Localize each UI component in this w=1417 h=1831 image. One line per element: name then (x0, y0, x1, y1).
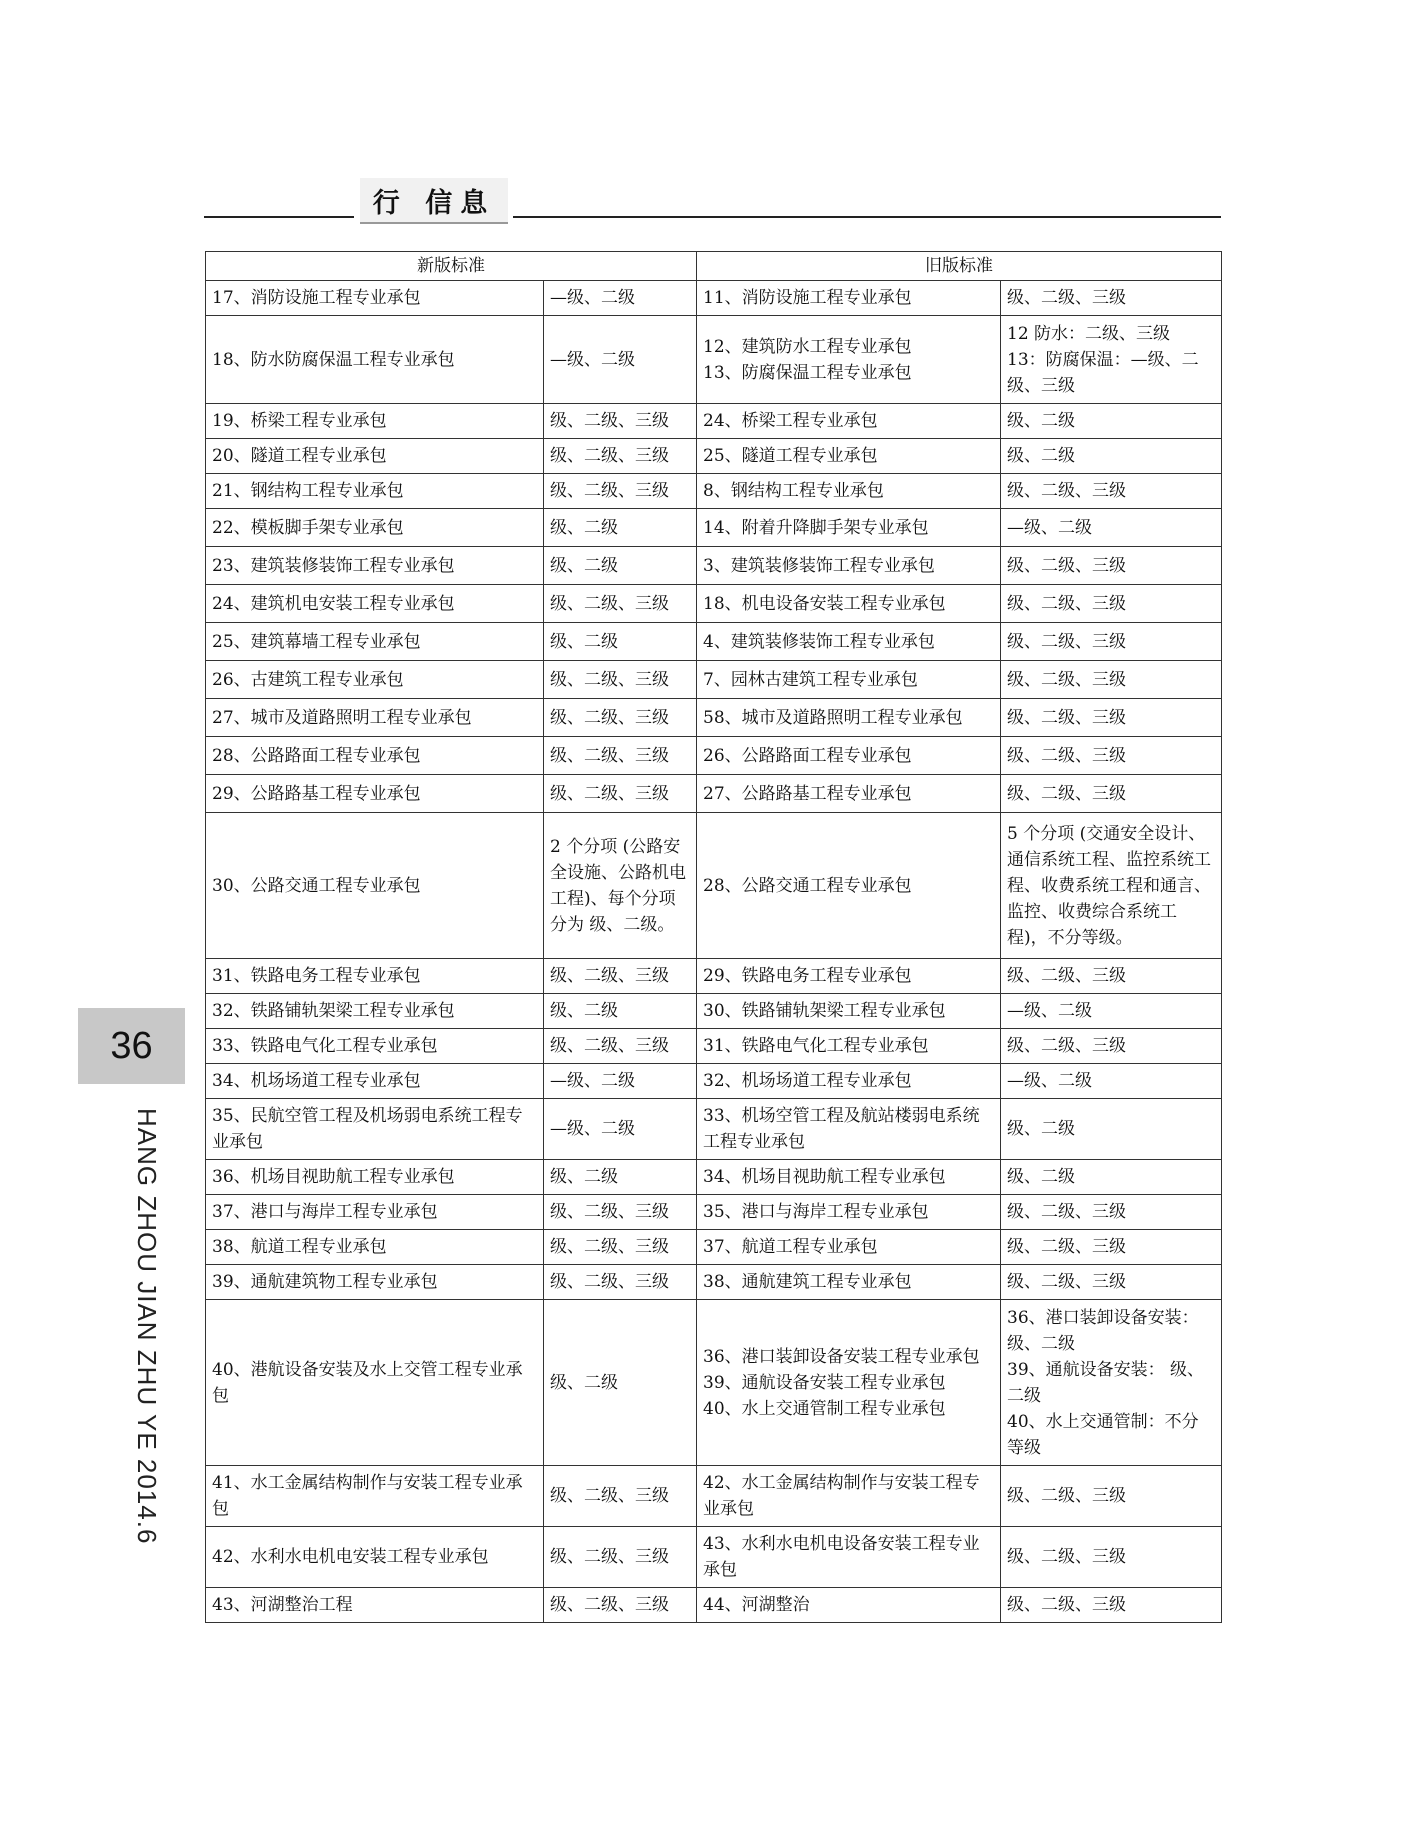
old-level-cell: 级、二级、三级 (1001, 699, 1222, 737)
old-name-cell: 30、铁路铺轨架梁工程专业承包 (697, 994, 1001, 1029)
old-name-cell: 44、河湖整治 (697, 1588, 1001, 1623)
new-name-cell: 32、铁路铺轨架梁工程专业承包 (206, 994, 544, 1029)
old-standard-header: 旧版标准 (697, 252, 1222, 281)
new-level-cell: 级、二级、三级 (544, 1466, 697, 1527)
old-level-cell: 级、二级、三级 (1001, 737, 1222, 775)
old-level-cell: 级、二级、三级 (1001, 1527, 1222, 1588)
old-level-cell: 级、二级、三级 (1001, 959, 1222, 994)
old-name-cell: 24、桥梁工程专业承包 (697, 404, 1001, 439)
old-name-cell: 34、机场目视助航工程专业承包 (697, 1160, 1001, 1195)
table-row (206, 439, 1222, 474)
new-level-cell: —级、二级 (544, 281, 697, 316)
old-level-cell: 级、二级、三级 (1001, 1265, 1222, 1300)
old-name-cell: 33、机场空管工程及航站楼弱电系统工程专业承包 (697, 1099, 1001, 1160)
new-level-cell: 级、二级、三级 (544, 775, 697, 813)
new-name-cell: 42、水利水电机电安装工程专业承包 (206, 1527, 544, 1588)
new-level-cell: 级、二级、三级 (544, 737, 697, 775)
new-level-cell: 级、二级 (544, 1300, 697, 1466)
new-name-cell: 43、河湖整治工程 (206, 1588, 544, 1623)
old-level-cell: 级、二级、三级 (1001, 547, 1222, 585)
old-name-cell: 37、航道工程专业承包 (697, 1230, 1001, 1265)
old-level-cell: 级、二级、三级 (1001, 281, 1222, 316)
new-level-cell: 级、二级、三级 (544, 1230, 697, 1265)
old-name-cell: 32、机场场道工程专业承包 (697, 1064, 1001, 1099)
new-level-cell: 2 个分项 (公路安全设施、公路机电工程)、每个分项分为 级、二级。 (544, 813, 697, 959)
section-title-box (360, 178, 508, 222)
header-rule-left (204, 216, 354, 218)
new-name-cell: 38、航道工程专业承包 (206, 1230, 544, 1265)
old-level-cell: 36、港口装卸设备安装：级、二级 39、通航设备安装： 级、二级 40、水上交通管制：不分等级 (1001, 1300, 1222, 1466)
old-name-cell: 25、隧道工程专业承包 (697, 439, 1001, 474)
old-level-cell: 级、二级、三级 (1001, 585, 1222, 623)
new-name-cell: 19、桥梁工程专业承包 (206, 404, 544, 439)
new-level-cell: 级、二级 (544, 623, 697, 661)
new-name-cell: 33、铁路电气化工程专业承包 (206, 1029, 544, 1064)
new-name-cell: 21、钢结构工程专业承包 (206, 474, 544, 509)
new-level-cell: 级、二级、三级 (544, 1029, 697, 1064)
table-header-row (206, 252, 1222, 281)
table-row (206, 547, 1222, 585)
old-level-cell: 级、二级 (1001, 404, 1222, 439)
header-rule-right (513, 216, 1221, 218)
old-name-cell: 18、机电设备安装工程专业承包 (697, 585, 1001, 623)
standards-comparison-table (205, 251, 1222, 1623)
new-name-cell: 27、城市及道路照明工程专业承包 (206, 699, 544, 737)
table-row (206, 1527, 1222, 1588)
old-level-cell: 12 防水：二级、三级 13：防腐保温：—级、二级、三级 (1001, 316, 1222, 404)
new-standard-header: 新版标准 (206, 252, 697, 281)
new-name-cell: 17、消防设施工程专业承包 (206, 281, 544, 316)
old-name-cell: 43、水利水电机电设备安装工程专业承包 (697, 1527, 1001, 1588)
old-level-cell: 级、二级、三级 (1001, 474, 1222, 509)
new-level-cell: 级、二级 (544, 547, 697, 585)
old-name-cell: 14、附着升降脚手架专业承包 (697, 509, 1001, 547)
new-name-cell: 23、建筑装修装饰工程专业承包 (206, 547, 544, 585)
table-row (206, 474, 1222, 509)
new-name-cell: 37、港口与海岸工程专业承包 (206, 1195, 544, 1230)
table-row (206, 699, 1222, 737)
new-level-cell: 级、二级、三级 (544, 1195, 697, 1230)
old-level-cell: 级、二级 (1001, 1160, 1222, 1195)
table-row (206, 1160, 1222, 1195)
table-row (206, 1230, 1222, 1265)
new-level-cell: 级、二级、三级 (544, 1588, 697, 1623)
new-level-cell: 级、二级、三级 (544, 699, 697, 737)
old-name-cell: 3、建筑装修装饰工程专业承包 (697, 547, 1001, 585)
table-body (206, 281, 1222, 1623)
section-title: 行 信息 (372, 187, 496, 219)
new-level-cell: 级、二级、三级 (544, 439, 697, 474)
new-level-cell: 级、二级、三级 (544, 1265, 697, 1300)
table-row (206, 585, 1222, 623)
old-name-cell: 8、钢结构工程专业承包 (697, 474, 1001, 509)
old-level-cell: 级、二级、三级 (1001, 1195, 1222, 1230)
new-name-cell: 26、古建筑工程专业承包 (206, 661, 544, 699)
old-name-cell: 12、建筑防水工程专业承包 13、防腐保温工程专业承包 (697, 316, 1001, 404)
new-level-cell: 级、二级 (544, 509, 697, 547)
old-name-cell: 38、通航建筑工程专业承包 (697, 1265, 1001, 1300)
new-name-cell: 18、防水防腐保温工程专业承包 (206, 316, 544, 404)
new-name-cell: 28、公路路面工程专业承包 (206, 737, 544, 775)
table-row (206, 509, 1222, 547)
table-row (206, 316, 1222, 404)
new-level-cell: 级、二级、三级 (544, 661, 697, 699)
new-level-cell: 级、二级、三级 (544, 474, 697, 509)
old-name-cell: 28、公路交通工程专业承包 (697, 813, 1001, 959)
new-name-cell: 20、隧道工程专业承包 (206, 439, 544, 474)
table-row (206, 1588, 1222, 1623)
journal-name: HANG ZHOU JIAN ZHU YE 2014.6 (132, 1108, 162, 1545)
table-row (206, 1064, 1222, 1099)
old-level-cell: —级、二级 (1001, 509, 1222, 547)
old-level-cell: 级、二级、三级 (1001, 1230, 1222, 1265)
new-name-cell: 31、铁路电务工程专业承包 (206, 959, 544, 994)
table-row (206, 281, 1222, 316)
old-level-cell: 级、二级、三级 (1001, 1588, 1222, 1623)
new-name-cell: 36、机场目视助航工程专业承包 (206, 1160, 544, 1195)
table-row (206, 1265, 1222, 1300)
table-row (206, 1466, 1222, 1527)
table-row (206, 1029, 1222, 1064)
new-level-cell: 级、二级、三级 (544, 959, 697, 994)
new-level-cell: —级、二级 (544, 316, 697, 404)
old-level-cell: —级、二级 (1001, 1064, 1222, 1099)
old-name-cell: 26、公路路面工程专业承包 (697, 737, 1001, 775)
table-row (206, 623, 1222, 661)
old-level-cell: 级、二级、三级 (1001, 1466, 1222, 1527)
new-name-cell: 35、民航空管工程及机场弱电系统工程专业承包 (206, 1099, 544, 1160)
old-name-cell: 27、公路路基工程专业承包 (697, 775, 1001, 813)
old-name-cell: 58、城市及道路照明工程专业承包 (697, 699, 1001, 737)
new-level-cell: —级、二级 (544, 1099, 697, 1160)
table-row (206, 404, 1222, 439)
old-level-cell: 级、二级、三级 (1001, 1029, 1222, 1064)
new-name-cell: 34、机场场道工程专业承包 (206, 1064, 544, 1099)
new-level-cell: 级、二级、三级 (544, 585, 697, 623)
new-name-cell: 25、建筑幕墙工程专业承包 (206, 623, 544, 661)
old-name-cell: 31、铁路电气化工程专业承包 (697, 1029, 1001, 1064)
page-number: 36 (110, 1024, 153, 1067)
old-level-cell: 级、二级、三级 (1001, 661, 1222, 699)
new-name-cell: 30、公路交通工程专业承包 (206, 813, 544, 959)
old-level-cell: 级、二级 (1001, 439, 1222, 474)
old-name-cell: 29、铁路电务工程专业承包 (697, 959, 1001, 994)
new-level-cell: 级、二级 (544, 994, 697, 1029)
new-name-cell: 29、公路路基工程专业承包 (206, 775, 544, 813)
new-name-cell: 24、建筑机电安装工程专业承包 (206, 585, 544, 623)
old-level-cell: 级、二级、三级 (1001, 623, 1222, 661)
old-name-cell: 7、园林古建筑工程专业承包 (697, 661, 1001, 699)
table-row (206, 959, 1222, 994)
old-name-cell: 36、港口装卸设备安装工程专业承包 39、通航设备安装工程专业承包 40、水上交通管制工程专业承包 (697, 1300, 1001, 1466)
new-name-cell: 40、港航设备安装及水上交管工程专业承包 (206, 1300, 544, 1466)
old-level-cell: —级、二级 (1001, 994, 1222, 1029)
new-level-cell: 级、二级、三级 (544, 1527, 697, 1588)
new-name-cell: 39、通航建筑物工程专业承包 (206, 1265, 544, 1300)
table-row (206, 661, 1222, 699)
table-row (206, 1099, 1222, 1160)
table-row (206, 737, 1222, 775)
old-level-cell: 级、二级、三级 (1001, 775, 1222, 813)
old-name-cell: 35、港口与海岸工程专业承包 (697, 1195, 1001, 1230)
old-name-cell: 11、消防设施工程专业承包 (697, 281, 1001, 316)
table-row (206, 813, 1222, 959)
old-level-cell: 5 个分项 (交通安全设计、通信系统工程、监控系统工程、收费系统工程和通言、监控、收费综合系统工程)，不分等级。 (1001, 813, 1222, 959)
table-row (206, 775, 1222, 813)
table-row (206, 1300, 1222, 1466)
old-level-cell: 级、二级 (1001, 1099, 1222, 1160)
new-name-cell: 22、模板脚手架专业承包 (206, 509, 544, 547)
page-number-tab (78, 1008, 185, 1084)
new-name-cell: 41、水工金属结构制作与安装工程专业承包 (206, 1466, 544, 1527)
table-row (206, 994, 1222, 1029)
section-header (0, 0, 1417, 240)
new-level-cell: —级、二级 (544, 1064, 697, 1099)
new-level-cell: 级、二级 (544, 1160, 697, 1195)
old-name-cell: 42、水工金属结构制作与安装工程专业承包 (697, 1466, 1001, 1527)
table-row (206, 1195, 1222, 1230)
new-level-cell: 级、二级、三级 (544, 404, 697, 439)
old-name-cell: 4、建筑装修装饰工程专业承包 (697, 623, 1001, 661)
